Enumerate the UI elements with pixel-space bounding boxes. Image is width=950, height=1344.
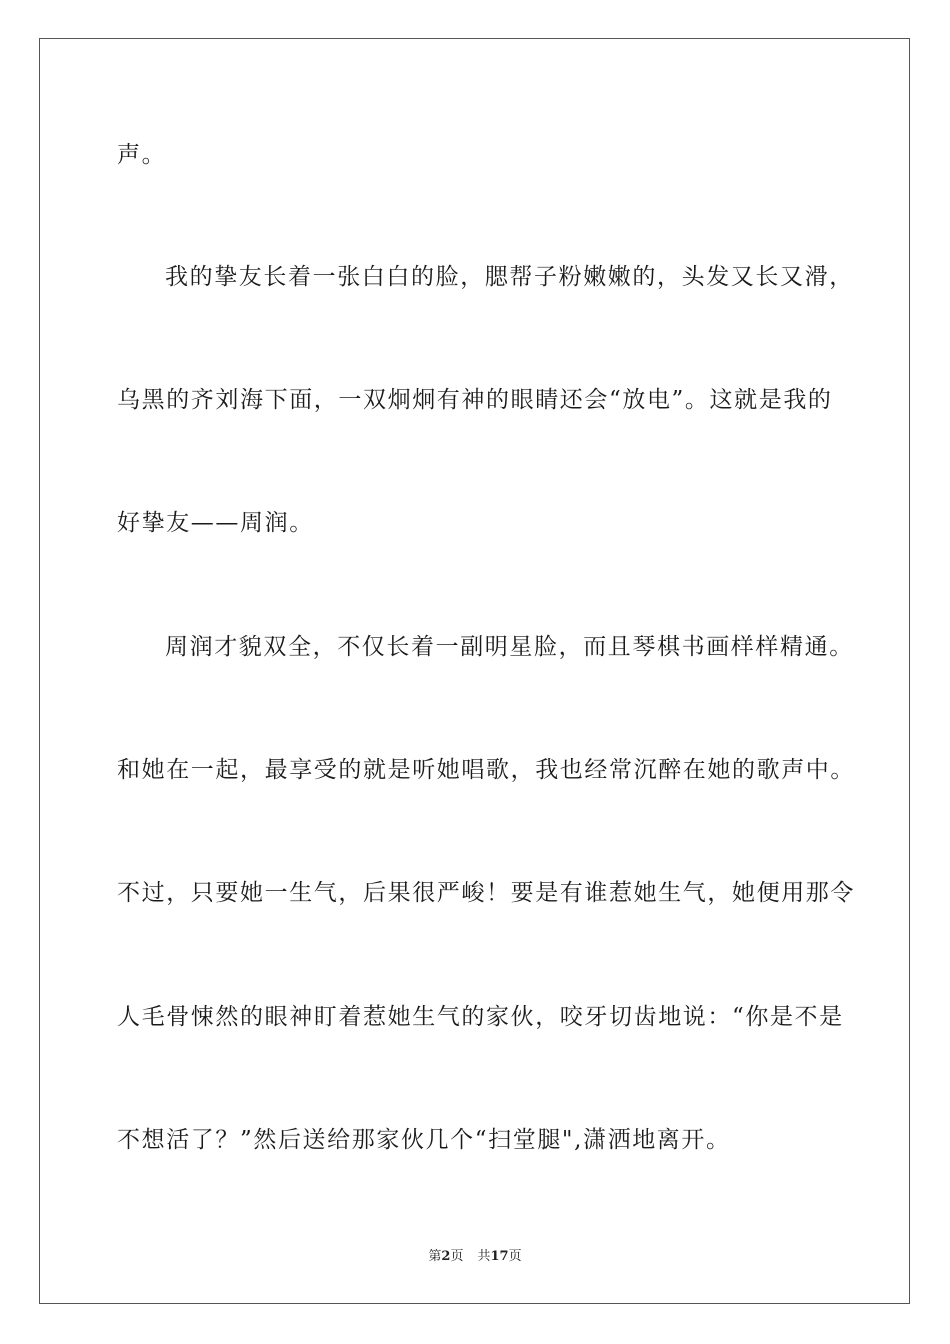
paragraph-2-line-3: 不过，只要她一生气，后果很严峻！要是有谁惹她生气，她便用那令 [117,880,855,906]
total-suffix: 页 [508,1249,522,1264]
paragraph-1-line-3: 好挚友——周润。 [117,510,314,536]
text-line-1: 声。 [117,142,167,168]
paragraph-2-line-1: 周润才貌双全，不仅长着一副明星脸，而且琴棋书画样样精通。 [165,634,854,660]
page-number: 2 [441,1249,451,1264]
paragraph-2-line-5: 不想活了？”然后送给那家伙几个“扫堂腿",潇洒地离开。 [117,1127,731,1153]
paragraph-2-line-4: 人毛骨悚然的眼神盯着惹她生气的家伙，咬牙切齿地说：“你是不是 [117,1004,844,1030]
page-prefix: 第 [428,1249,442,1264]
total-prefix: 共 [477,1249,491,1264]
total-pages: 17 [490,1249,509,1264]
page-suffix: 页 [450,1249,464,1264]
paragraph-1-line-2: 乌黑的齐刘海下面，一双炯炯有神的眼睛还会“放电”。这就是我的 [117,387,833,413]
paragraph-2-line-2: 和她在一起，最享受的就是听她唱歌，我也经常沉醉在她的歌声中。 [117,757,855,783]
page-footer [0,1248,950,1266]
paragraph-1-line-1: 我的挚友长着一张白白的脸，腮帮子粉嫩嫩的，头发又长又滑， [165,264,854,290]
page-border [39,38,910,1304]
